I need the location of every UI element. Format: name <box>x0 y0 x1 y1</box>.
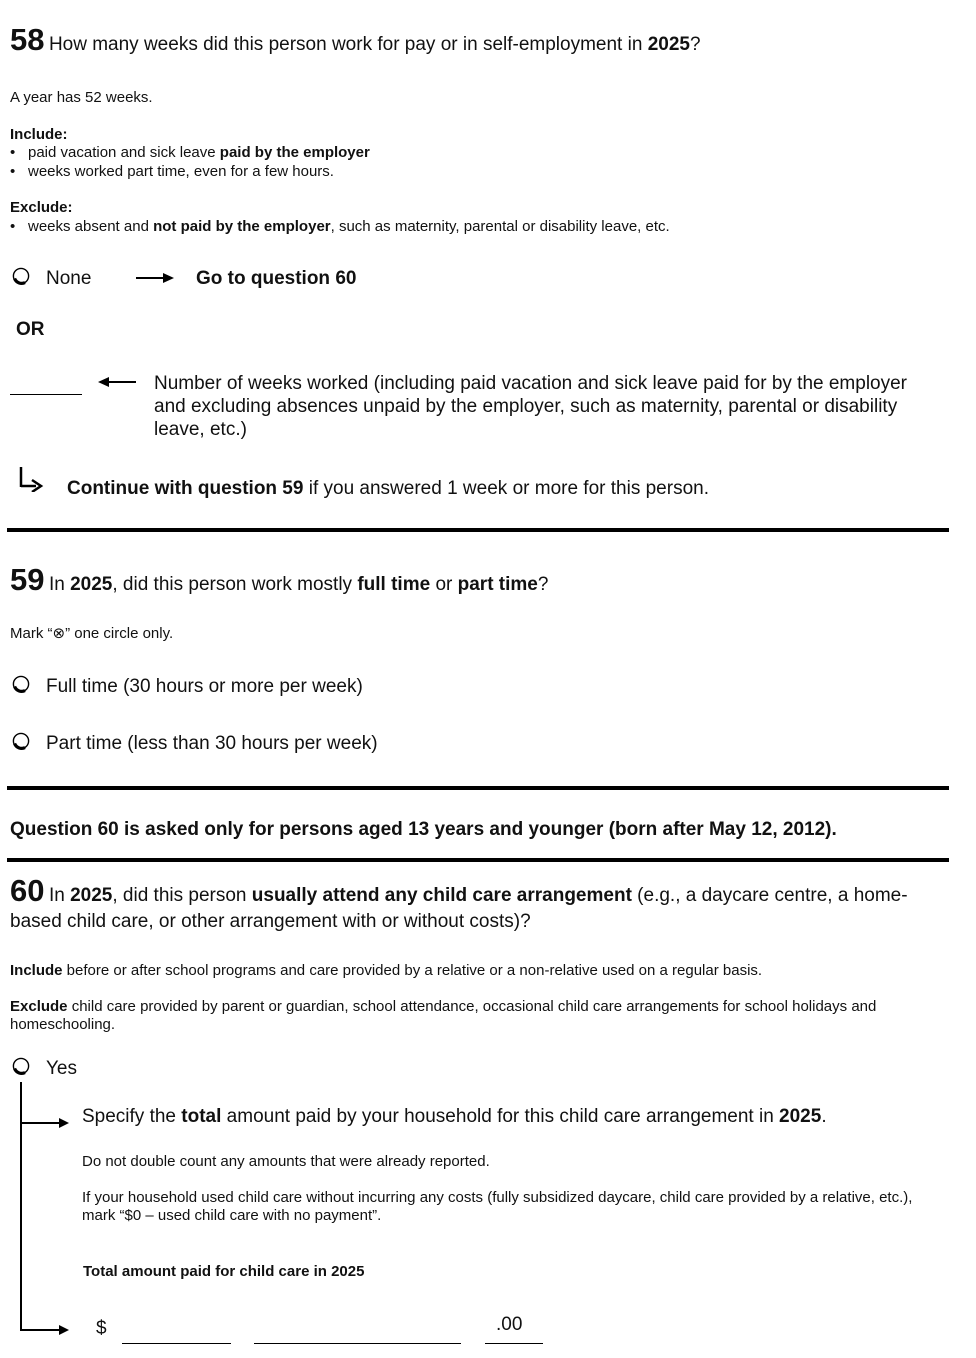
question-text: How many weeks did this person work for pay or in self-employment in 2025? <box>48 34 701 55</box>
question-60-notice: Question 60 is asked only for persons aged 13 years and younger (born after May 12, 2012). <box>10 819 837 840</box>
arrow-right-icon <box>135 272 175 284</box>
radio-none[interactable] <box>12 267 30 285</box>
cents-label: .00 <box>496 1314 523 1335</box>
radio-full-time[interactable] <box>12 675 30 693</box>
total-amount-label: Total amount paid for child care in 2025 <box>83 1263 365 1280</box>
or-label: OR <box>16 319 45 340</box>
cents-underline <box>485 1343 543 1344</box>
double-count-note: Do not double count any amounts that were already reported. <box>82 1153 490 1170</box>
include-note: Include before or after school programs and care provided by a relative or a non-relative used on a regular basis. <box>10 962 763 979</box>
question-58-header <box>10 22 701 58</box>
question-text: In 2025, did this person usually attend any child care arrangement (e.g., a daycare centre, a home-based child care, or other arrangement with or without costs)? <box>10 885 908 932</box>
mark-instruction: Mark “⊗” one circle only. <box>10 625 174 642</box>
amount-hundreds-input[interactable] <box>254 1343 461 1344</box>
include-item: • paid vacation and sick leave paid by the employer <box>10 144 370 162</box>
option-full-time-label: Full time (30 hours or more per week) <box>46 676 363 697</box>
specify-total-text: Specify the total amount paid by your household for this child care arrangement in 2025. <box>82 1106 827 1127</box>
exclude-label: Exclude: <box>10 199 73 216</box>
exclude-item: • weeks absent and not paid by the employer, such as maternity, parental or disability leave, etc. <box>10 218 670 236</box>
option-yes-label: Yes <box>46 1058 77 1079</box>
continue-arrow-icon <box>18 466 48 492</box>
option-none-label: None <box>46 268 92 289</box>
amount-thousands-input[interactable] <box>122 1343 231 1344</box>
continue-instruction: Continue with question 59 if you answered 1 week or more for this person. <box>67 478 709 499</box>
exclude-list <box>10 218 670 236</box>
dollar-sign: $ <box>96 1318 107 1339</box>
arrow-left-icon <box>98 376 138 388</box>
weeks-note: A year has 52 weeks. <box>10 89 153 106</box>
question-59-header <box>10 562 548 598</box>
weeks-input-label: Number of weeks worked (including paid vacation and sick leave paid for by the employer and excluding absences unpaid by the employer, such as maternity, parental or disability leave, etc.) <box>154 373 908 440</box>
radio-part-time[interactable] <box>12 732 30 750</box>
go-to-question-60: Go to question 60 <box>196 268 357 289</box>
radio-yes[interactable] <box>12 1057 30 1075</box>
weeks-input[interactable] <box>10 394 82 395</box>
section-divider <box>7 858 949 862</box>
include-label: Include: <box>10 126 68 143</box>
question-60-header <box>10 873 940 935</box>
question-number: 59 <box>10 562 45 597</box>
branch-connector-icon <box>16 1080 72 1340</box>
question-number: 58 <box>10 22 45 57</box>
option-part-time-label: Part time (less than 30 hours per week) <box>46 733 378 754</box>
section-divider <box>7 786 949 790</box>
exclude-note: Exclude child care provided by parent or guardian, school attendance, occasional child care arrangements for school holidays and homeschooling. <box>10 998 877 1033</box>
question-number: 60 <box>10 873 45 908</box>
no-cost-note: If your household used child care without incurring any costs (fully subsidized daycare, child care provided by a relative, etc.), mark “$0 – used child care with no payment”. <box>82 1189 913 1224</box>
include-item: • weeks worked part time, even for a few hours. <box>10 163 370 181</box>
section-divider <box>7 528 949 532</box>
question-text: In 2025, did this person work mostly full time or part time? <box>48 574 549 595</box>
include-list <box>10 144 370 181</box>
